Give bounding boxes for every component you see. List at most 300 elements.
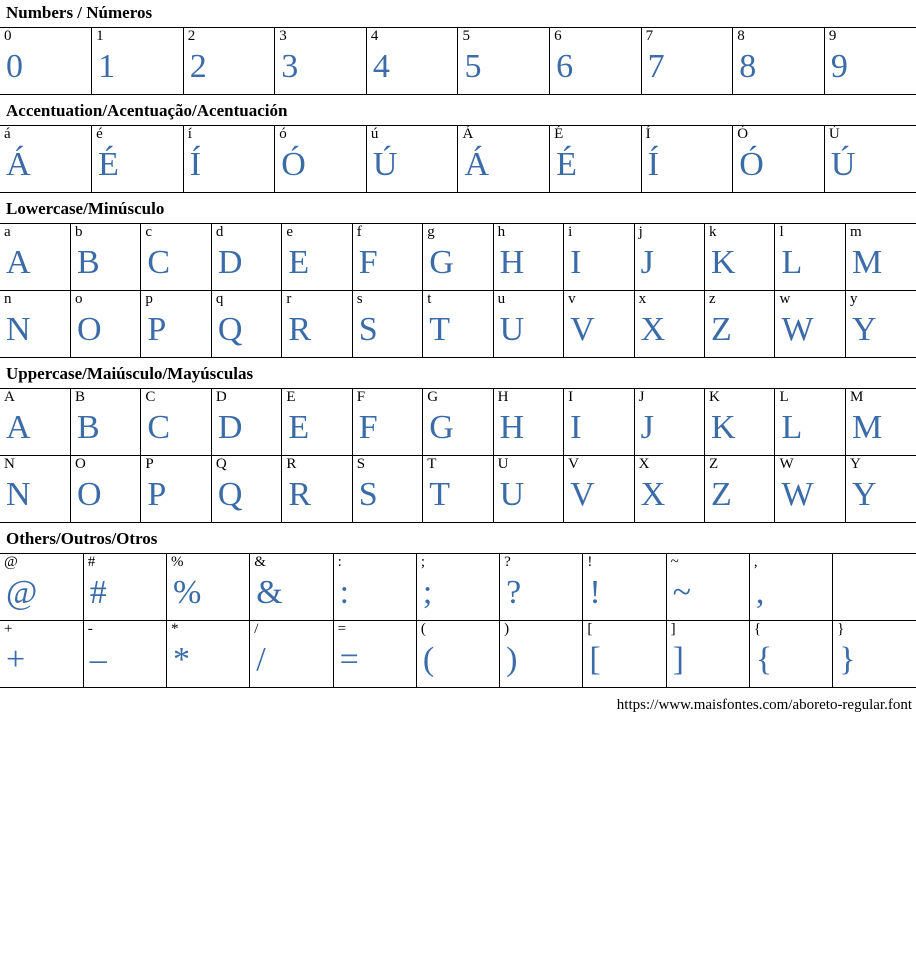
glyph-sample: É xyxy=(98,146,119,183)
glyph-cell xyxy=(0,554,83,621)
glyph-sample: F xyxy=(358,409,378,446)
glyph-label: n xyxy=(4,291,12,307)
glyph-cell-inner xyxy=(353,291,422,357)
glyph-sample: Ó xyxy=(281,146,306,183)
glyph-sample: Q xyxy=(217,311,243,348)
glyph-cell xyxy=(282,456,352,523)
glyph-sample: C xyxy=(147,244,171,281)
glyph-label: T xyxy=(427,456,437,472)
glyph-cell xyxy=(500,621,583,688)
glyph-sample: R xyxy=(288,311,311,348)
glyph-label: j xyxy=(638,224,643,240)
glyph-label: % xyxy=(171,554,184,570)
glyph-cell xyxy=(493,224,563,291)
glyph-cell xyxy=(583,621,666,688)
glyph-sample: : xyxy=(339,574,350,611)
glyph-cell xyxy=(366,28,458,95)
glyph-cell-inner xyxy=(212,389,281,455)
glyph-sample: 0 xyxy=(6,48,23,85)
glyph-sample: N xyxy=(6,311,31,348)
glyph-sample: K xyxy=(711,244,736,281)
glyph-cell-inner xyxy=(667,621,749,687)
glyph-label: G xyxy=(427,389,439,405)
section-title-others: Others/Outros/Otros xyxy=(6,529,158,548)
glyph-label: í xyxy=(187,126,192,142)
glyph-cell xyxy=(141,291,211,358)
glyph-label: s xyxy=(356,291,363,307)
glyph-cell-inner xyxy=(353,224,422,290)
glyph-cell xyxy=(775,224,845,291)
glyph-cell xyxy=(775,456,845,523)
glyph-cell xyxy=(416,621,499,688)
section-title-accentuation: Accentuation/Acentuação/Acentuación xyxy=(6,101,288,120)
glyph-cell-inner xyxy=(141,456,210,522)
glyph-label: # xyxy=(87,554,96,570)
glyph-cell-inner xyxy=(367,126,458,192)
glyph-label: D xyxy=(215,389,227,405)
glyph-label: ] xyxy=(670,621,676,637)
glyph-cell xyxy=(641,28,733,95)
glyph-label: y xyxy=(849,291,858,307)
glyph-sample: 8 xyxy=(739,48,757,85)
glyph-row xyxy=(0,554,916,621)
glyph-sample: Y xyxy=(851,476,877,513)
glyph-sample: A xyxy=(6,244,31,281)
glyph-sample: G xyxy=(429,244,454,281)
glyph-label: 0 xyxy=(4,28,12,44)
glyph-cell-inner xyxy=(635,291,704,357)
glyph-cell-inner xyxy=(0,621,83,687)
glyph-cell xyxy=(705,224,775,291)
glyph-label: á xyxy=(4,126,11,142)
glyph-sample: S xyxy=(358,476,378,513)
section-title-numbers: Numbers / Números xyxy=(6,3,153,22)
glyph-sample: ? xyxy=(506,574,522,611)
glyph-cell xyxy=(564,224,634,291)
glyph-cell xyxy=(634,224,704,291)
glyph-label: o xyxy=(74,291,83,307)
glyph-cell-inner xyxy=(282,389,351,455)
glyph-label: 2 xyxy=(187,28,196,44)
glyph-cell-inner xyxy=(825,28,916,94)
glyph-cell xyxy=(211,291,281,358)
glyph-cell-inner xyxy=(705,224,774,290)
glyph-row xyxy=(0,456,916,523)
glyph-cell-inner xyxy=(141,389,210,455)
glyph-cell xyxy=(634,389,704,456)
glyph-cell xyxy=(352,291,422,358)
glyph-label: l xyxy=(779,224,784,240)
glyph-cell-inner xyxy=(184,126,275,192)
glyph-cell xyxy=(167,621,250,688)
glyph-label: 5 xyxy=(462,28,470,44)
glyph-cell-inner xyxy=(635,389,704,455)
glyph-sample: Q xyxy=(217,476,243,513)
glyph-label: / xyxy=(254,621,259,637)
glyph-sample: M xyxy=(851,244,883,281)
glyph-label: R xyxy=(286,456,297,472)
glyph-cell xyxy=(352,389,422,456)
glyph-cell xyxy=(0,291,70,358)
glyph-cell-inner xyxy=(494,456,563,522)
glyph-sample: @ xyxy=(6,574,38,611)
glyph-label: = xyxy=(337,621,347,637)
glyph-label: e xyxy=(286,224,293,240)
glyph-cell xyxy=(92,28,184,95)
glyph-sample: ; xyxy=(422,574,433,611)
glyph-cell xyxy=(833,621,916,688)
glyph-cell xyxy=(352,456,422,523)
glyph-sample: – xyxy=(89,641,107,678)
glyph-label: - xyxy=(87,621,93,637)
glyph-sample: { xyxy=(755,641,773,678)
glyph-cell-inner xyxy=(0,291,70,357)
glyph-cell-inner xyxy=(84,621,166,687)
glyph-label: k xyxy=(709,224,717,240)
glyph-cell xyxy=(458,28,550,95)
glyph-sample: I xyxy=(570,244,582,281)
glyph-cell-inner xyxy=(184,28,275,94)
glyph-label: x xyxy=(638,291,647,307)
glyph-sample: & xyxy=(256,574,283,611)
glyph-cell-inner xyxy=(583,554,665,620)
glyph-cell xyxy=(83,554,166,621)
glyph-sample: Z xyxy=(711,311,732,348)
glyph-sample: M xyxy=(851,409,883,446)
glyph-cell xyxy=(282,224,352,291)
glyph-cell-inner xyxy=(423,224,492,290)
glyph-label: Ú xyxy=(828,126,840,142)
glyph-sample: ! xyxy=(589,574,601,611)
glyph-cell xyxy=(500,554,583,621)
glyph-label: J xyxy=(638,389,645,405)
glyph-sample: J xyxy=(640,409,654,446)
glyph-label: t xyxy=(427,291,432,307)
glyph-sample: I xyxy=(570,409,582,446)
glyph-sample: J xyxy=(640,244,654,281)
glyph-label: 3 xyxy=(279,28,287,44)
glyph-cell-inner xyxy=(92,126,183,192)
glyph-label: X xyxy=(638,456,650,472)
glyph-cell-inner xyxy=(635,224,704,290)
glyph-cell-inner xyxy=(564,456,633,522)
glyph-label: 9 xyxy=(828,28,837,44)
glyph-cell-inner xyxy=(750,621,832,687)
glyph-cell xyxy=(282,389,352,456)
glyph-cell-inner xyxy=(775,389,844,455)
glyph-sample: U xyxy=(499,476,525,513)
glyph-label: Z xyxy=(709,456,719,472)
glyph-sample: 6 xyxy=(556,48,574,85)
glyph-cell-inner xyxy=(642,126,733,192)
glyph-cell xyxy=(824,126,916,193)
glyph-label: @ xyxy=(4,554,18,570)
glyph-cell xyxy=(641,126,733,193)
glyph-label: ó xyxy=(279,126,287,142)
glyph-label: O xyxy=(74,456,86,472)
glyph-cell-inner xyxy=(0,389,70,455)
glyph-cell-inner xyxy=(750,554,832,620)
glyph-cell xyxy=(83,621,166,688)
glyph-row xyxy=(0,621,916,688)
glyph-cell-inner xyxy=(0,224,70,290)
glyph-label: b xyxy=(74,224,83,240)
glyph-cell xyxy=(275,126,367,193)
glyph-cell xyxy=(705,456,775,523)
glyph-cell-inner xyxy=(282,224,351,290)
glyph-label: M xyxy=(849,389,864,405)
glyph-cell xyxy=(845,456,916,523)
glyph-cell-inner xyxy=(494,389,563,455)
glyph-sample: 2 xyxy=(189,48,207,85)
glyph-label: K xyxy=(709,389,720,405)
glyph-sample: O xyxy=(76,311,102,348)
glyph-cell xyxy=(366,126,458,193)
glyph-cell xyxy=(775,291,845,358)
glyph-sample: Ó xyxy=(739,146,764,183)
glyph-label: p xyxy=(145,291,153,307)
glyph-cell xyxy=(845,224,916,291)
glyph-cell-inner xyxy=(71,389,140,455)
glyph-sample: X xyxy=(640,476,666,513)
glyph-sample: K xyxy=(711,409,736,446)
glyph-cell xyxy=(282,291,352,358)
glyph-label: É xyxy=(554,126,564,142)
glyph-cell-inner xyxy=(846,224,916,290)
glyph-cell xyxy=(564,456,634,523)
glyph-sample: Á xyxy=(6,146,31,183)
glyph-label: m xyxy=(849,224,862,240)
glyph-cell-inner xyxy=(846,456,916,522)
glyph-sample: E xyxy=(288,409,310,446)
glyph-cell-inner xyxy=(212,291,281,357)
glyph-cell xyxy=(0,224,70,291)
source-url[interactable]: https://www.maisfontes.com/aboreto-regular.font xyxy=(616,697,912,713)
glyph-cell-inner xyxy=(141,291,210,357)
glyph-sample: + xyxy=(6,641,26,678)
glyph-table-uppercase xyxy=(0,388,916,523)
glyph-cell xyxy=(634,291,704,358)
glyph-cell xyxy=(423,224,493,291)
glyph-cell xyxy=(141,224,211,291)
glyph-cell xyxy=(705,389,775,456)
section-title-uppercase: Uppercase/Maiúsculo/Mayúsculas xyxy=(6,364,254,383)
glyph-cell xyxy=(423,291,493,358)
glyph-label: L xyxy=(779,389,789,405)
glyph-label: r xyxy=(286,291,292,307)
glyph-sample: O xyxy=(76,476,102,513)
glyph-cell-inner xyxy=(564,224,633,290)
glyph-label: 8 xyxy=(737,28,745,44)
glyph-sample: Ú xyxy=(372,146,398,183)
glyph-sample: X xyxy=(640,311,666,348)
glyph-cell-inner xyxy=(500,554,582,620)
glyph-cell-inner xyxy=(367,28,458,94)
glyph-cell-inner xyxy=(250,621,332,687)
glyph-label: Í xyxy=(645,126,651,142)
glyph-cell-inner xyxy=(494,224,563,290)
glyph-label: d xyxy=(215,224,224,240)
glyph-label: & xyxy=(254,554,266,570)
glyph-label: v xyxy=(568,291,576,307)
glyph-sample: H xyxy=(499,244,525,281)
glyph-cell xyxy=(0,126,92,193)
glyph-cell-inner xyxy=(423,389,492,455)
glyph-cell xyxy=(70,224,140,291)
glyph-sample: # xyxy=(89,574,107,611)
glyph-cell-inner xyxy=(167,554,249,620)
glyph-label: ) xyxy=(504,621,510,637)
glyph-label: { xyxy=(753,621,762,637)
glyph-label: ú xyxy=(370,126,379,142)
glyph-cell xyxy=(564,389,634,456)
glyph-cell-inner xyxy=(635,456,704,522)
glyph-row xyxy=(0,291,916,358)
glyph-cell-inner xyxy=(167,621,249,687)
glyph-cell xyxy=(705,291,775,358)
glyph-cell xyxy=(845,389,916,456)
glyph-sample: P xyxy=(147,476,167,513)
glyph-cell xyxy=(564,291,634,358)
glyph-cell xyxy=(493,389,563,456)
glyph-sample: Á xyxy=(464,146,490,183)
glyph-cell xyxy=(211,456,281,523)
glyph-label: 6 xyxy=(554,28,562,44)
glyph-cell-inner xyxy=(417,621,499,687)
glyph-cell-inner xyxy=(642,28,733,94)
glyph-label: q xyxy=(215,291,224,307)
glyph-cell xyxy=(0,389,70,456)
glyph-label: w xyxy=(779,291,791,307)
glyph-cell xyxy=(550,28,642,95)
glyph-cell xyxy=(423,389,493,456)
glyph-cell xyxy=(275,28,367,95)
glyph-row xyxy=(0,224,916,291)
glyph-label: N xyxy=(4,456,15,472)
glyph-cell xyxy=(666,621,749,688)
glyph-table-others xyxy=(0,553,916,688)
glyph-sample: / xyxy=(256,641,266,678)
glyph-sample: ( xyxy=(422,641,435,678)
glyph-cell-inner xyxy=(458,126,549,192)
glyph-label: B xyxy=(74,389,85,405)
glyph-label: ! xyxy=(587,554,593,570)
glyph-sample: V xyxy=(570,311,595,348)
glyph-sample: Z xyxy=(711,476,732,513)
glyph-cell-inner xyxy=(550,28,641,94)
glyph-sample: Í xyxy=(647,146,659,183)
glyph-label: , xyxy=(753,554,758,570)
glyph-cell xyxy=(250,554,333,621)
glyph-label: A xyxy=(4,389,15,405)
glyph-cell-inner xyxy=(705,291,774,357)
glyph-sample: ~ xyxy=(672,574,692,611)
glyph-cell-inner xyxy=(458,28,549,94)
glyph-sample: * xyxy=(173,641,191,678)
glyph-label: } xyxy=(837,621,845,637)
glyph-label: + xyxy=(4,621,13,637)
glyph-sample: 1 xyxy=(98,48,116,85)
glyph-sample: 9 xyxy=(830,48,848,85)
glyph-label: i xyxy=(568,224,573,240)
glyph-cell-inner xyxy=(494,291,563,357)
glyph-row xyxy=(0,389,916,456)
glyph-label: [ xyxy=(587,621,593,637)
glyph-cell-inner xyxy=(250,554,332,620)
glyph-cell-inner xyxy=(282,291,351,357)
glyph-label: 1 xyxy=(96,28,104,44)
glyph-cell xyxy=(211,389,281,456)
glyph-cell xyxy=(416,554,499,621)
glyph-cell-inner xyxy=(705,456,774,522)
glyph-cell-inner xyxy=(275,28,366,94)
glyph-sample: B xyxy=(76,409,100,446)
glyph-label: 7 xyxy=(645,28,654,44)
glyph-sample: , xyxy=(755,574,765,611)
glyph-cell xyxy=(493,456,563,523)
glyph-label: C xyxy=(145,389,156,405)
glyph-table-accentuation xyxy=(0,125,916,193)
glyph-cell-inner xyxy=(71,224,140,290)
glyph-cell xyxy=(845,291,916,358)
glyph-cell xyxy=(70,389,140,456)
glyph-label: H xyxy=(497,389,509,405)
glyph-label: * xyxy=(171,621,179,637)
glyph-cell xyxy=(183,28,275,95)
section-title-lowercase: Lowercase/Minúsculo xyxy=(6,199,165,218)
glyph-sample: Y xyxy=(851,311,877,348)
glyph-cell xyxy=(733,126,825,193)
glyph-sample: L xyxy=(781,409,803,446)
glyph-sample: W xyxy=(781,476,814,513)
glyph-sample: ] xyxy=(672,641,684,678)
glyph-cell-inner xyxy=(564,389,633,455)
glyph-cell xyxy=(333,554,416,621)
glyph-label: P xyxy=(145,456,154,472)
glyph-label: h xyxy=(497,224,506,240)
glyph-label: S xyxy=(356,456,366,472)
glyph-cell xyxy=(92,126,184,193)
glyph-sample: F xyxy=(358,244,378,281)
glyph-sample: Í xyxy=(189,146,202,183)
glyph-cell-inner xyxy=(92,28,183,94)
glyph-cell-inner xyxy=(353,389,422,455)
glyph-cell-inner xyxy=(84,554,166,620)
glyph-cell xyxy=(775,389,845,456)
glyph-sample: W xyxy=(781,311,814,348)
glyph-cell-inner xyxy=(733,28,824,94)
glyph-sample: B xyxy=(76,244,100,281)
glyph-cell xyxy=(833,554,916,621)
glyph-label: E xyxy=(286,389,296,405)
glyph-cell-inner xyxy=(846,389,916,455)
glyph-sample: } xyxy=(839,641,856,678)
glyph-label: é xyxy=(96,126,103,142)
glyph-sample: N xyxy=(6,476,31,513)
glyph-label: Á xyxy=(462,126,474,142)
glyph-cell xyxy=(70,291,140,358)
glyph-label: : xyxy=(337,554,342,570)
glyph-cell xyxy=(0,621,83,688)
glyph-cell-inner xyxy=(0,28,91,94)
glyph-sample: 7 xyxy=(647,48,665,85)
glyph-sample: 5 xyxy=(464,48,482,85)
glyph-cell-inner xyxy=(0,456,70,522)
glyph-cell xyxy=(733,28,825,95)
glyph-cell-inner xyxy=(71,456,140,522)
glyph-label: c xyxy=(145,224,153,240)
glyph-cell xyxy=(666,554,749,621)
